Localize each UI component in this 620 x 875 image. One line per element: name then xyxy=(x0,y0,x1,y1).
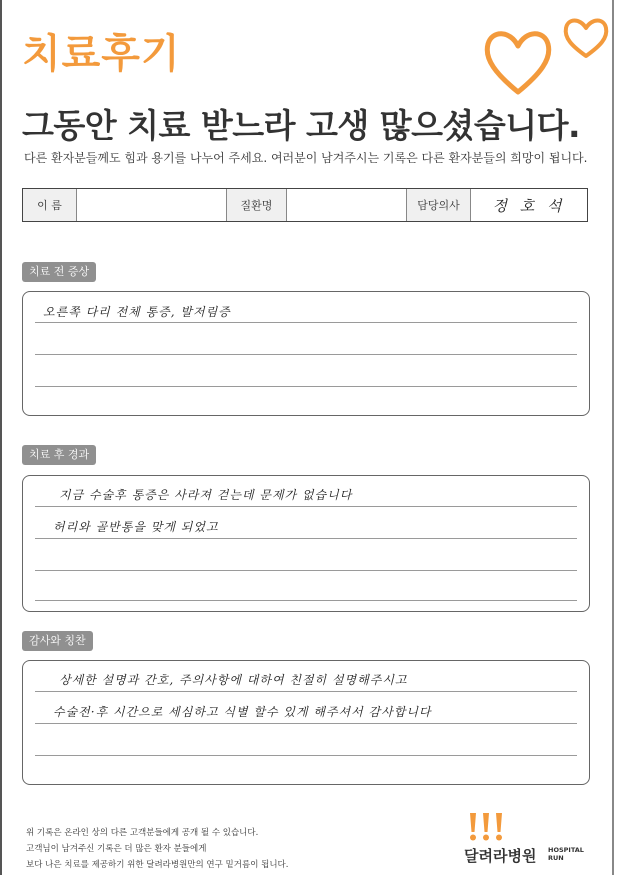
info-box xyxy=(22,188,588,222)
hearts-icon xyxy=(478,4,618,104)
subtitle: 그동안 치료 받느라 고생 많으셨습니다. xyxy=(22,106,581,145)
footer-line: 보다 나은 치료를 제공하기 위한 달려라병원만의 연구 밑거름이 됩니다. xyxy=(26,860,289,870)
handwritten-text: 지금 수술후 통증은 사라져 걷는데 문제가 없습니다 xyxy=(59,488,353,502)
handwritten-text: 허리와 골반통을 맞게 되었고 xyxy=(53,520,219,534)
handwritten-text: 상세한 설명과 간호, 주의사항에 대하여 친절히 설명해주시고 xyxy=(59,673,408,687)
writing-line xyxy=(35,538,577,539)
description: 다른 환자분들께도 힘과 용기를 나누어 주세요. 여러분이 남겨주시는 기록은 다른 환자분들의 희망이 됩니다. xyxy=(24,151,588,165)
handwritten-text: 오른쪽 다리 전체 통증, 발저림증 xyxy=(43,305,231,319)
section-box-after[interactable] xyxy=(22,475,590,612)
writing-line xyxy=(35,691,577,692)
writing-line xyxy=(35,506,577,507)
disease-label: 질환명 xyxy=(227,189,287,221)
hospital-logo-text: 달려라병원 xyxy=(464,847,537,865)
scan-edge-left xyxy=(0,0,2,875)
handwritten-text: 수술전·후 시간으로 세심하고 식별 할수 있게 해주셔서 감사합니다 xyxy=(53,705,432,719)
page-title: 치료후기 xyxy=(22,31,181,77)
footer-line: 위 기록은 온라인 상의 다른 고객분들에게 공개 될 수 있습니다. xyxy=(26,828,259,838)
doctor-label: 담당의사 xyxy=(407,189,471,221)
scan-edge-right xyxy=(612,0,614,875)
section-box-before[interactable] xyxy=(22,291,590,416)
footer-line: 고객님이 남겨주신 기록은 더 많은 환자 분들에게 xyxy=(26,844,207,854)
writing-line xyxy=(35,354,577,355)
writing-line xyxy=(35,570,577,571)
hospital-logo-sub xyxy=(548,846,584,862)
name-label: 이 름 xyxy=(23,189,77,221)
writing-line xyxy=(35,322,577,323)
doctor-field[interactable] xyxy=(471,189,587,221)
disease-field[interactable] xyxy=(287,189,407,221)
section-label-before: 치료 전 증상 xyxy=(22,262,96,282)
writing-line xyxy=(35,755,577,756)
writing-line xyxy=(35,386,577,387)
logo-sub-line-1: HOSPITAL xyxy=(548,846,584,854)
name-field[interactable] xyxy=(77,189,227,221)
exclamation-marks-icon xyxy=(466,812,508,842)
writing-line xyxy=(35,723,577,724)
section-label-after: 치료 후 경과 xyxy=(22,445,96,465)
doctor-signature: 정 호 석 xyxy=(492,196,566,215)
writing-line xyxy=(35,600,577,601)
logo-sub-line-2: RUN xyxy=(548,854,564,862)
section-box-thanks[interactable] xyxy=(22,660,590,785)
section-label-thanks: 감사와 칭찬 xyxy=(22,631,93,651)
